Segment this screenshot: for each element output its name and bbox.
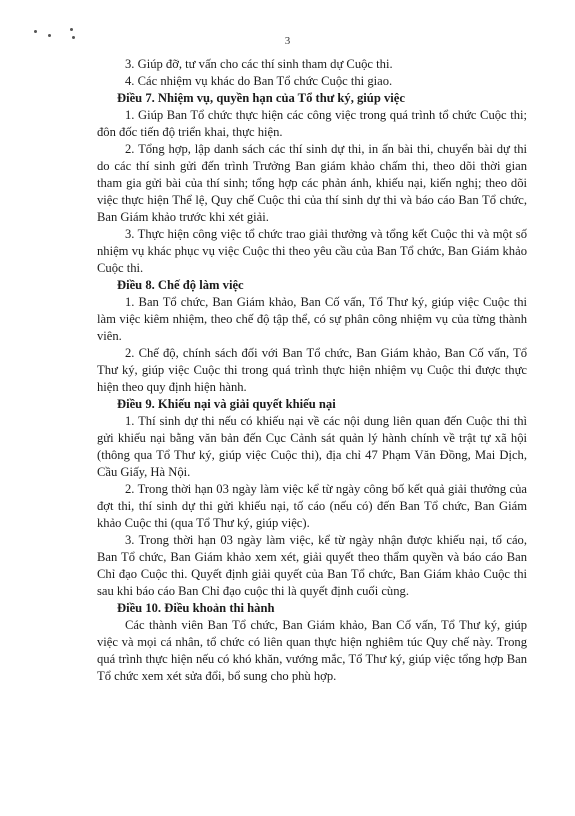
article-heading: Điều 9. Khiếu nại và giải quyết khiếu nại (117, 397, 336, 411)
paragraph: 3. Thực hiện công việc tổ chức trao giải thưởng và tổng kết Cuộc thi và một số nhiệm vụ khác phục vụ việc Cuộc thi theo yêu cầu của Ban Tổ chức, Ban Giám khảo Cuộc thi. (97, 227, 527, 275)
paragraph: 2. Tổng hợp, lập danh sách các thí sinh dự thi, in ấn bài thi, chuyển bài dự thi do các thí sinh gửi đến trình Trưởng Ban giám khảo chấm thi, theo dõi thời gian tham gia gửi bài của thí sinh; tổng hợp các phản ánh, khiếu nại, kiến nghị; theo dõi việc thực hiện Thể lệ, Quy chế Cuộc thi của thí sinh dự thi và báo cáo Ban Tổ chức, Ban Giám khảo trước khi xét giải. (97, 142, 527, 224)
page-number: 3 (284, 35, 291, 47)
paragraph: 4. Các nhiệm vụ khác do Ban Tổ chức Cuộc thi giao. (125, 74, 393, 88)
article-heading: Điều 7. Nhiệm vụ, quyền hạn của Tổ thư ký, giúp việc (117, 91, 405, 105)
paragraph: 2. Chế độ, chính sách đối với Ban Tổ chức, Ban Giám khảo, Ban Cố vấn, Tổ Thư ký, giúp việc Cuộc thi trong quá trình thực hiện nhiệm vụ Cuộc thi được thực hiện theo quy định hiện hành. (97, 346, 527, 394)
article-heading: Điều 10. Điều khoản thi hành (117, 601, 275, 615)
paragraph: 1. Ban Tổ chức, Ban Giám khảo, Ban Cố vấn, Tổ Thư ký, giúp việc Cuộc thi làm việc kiêm nhiệm, theo chế độ tập thể, có sự phân công nhiệm vụ của từng thành viên. (97, 295, 527, 343)
paragraph: 1. Thí sinh dự thi nếu có khiếu nại về các nội dung liên quan đến Cuộc thi thì gửi khiếu nại bằng văn bản đến Cục Cảnh sát quản lý hành chính về trật tự xã hội (thông qua Tổ Thư ký, giúp việc Cuộc thi), địa chỉ 47 Phạm Văn Đồng, Mai Dịch, Cầu Giấy, Hà Nội. (97, 414, 527, 479)
paragraph: 3. Giúp đỡ, tư vấn cho các thí sinh tham dự Cuộc thi. (125, 57, 393, 71)
paragraph: 1. Giúp Ban Tổ chức thực hiện các công việc trong quá trình tổ chức Cuộc thi; đôn đốc tiến độ triển khai, thực hiện. (97, 108, 527, 139)
paragraph: 3. Trong thời hạn 03 ngày làm việc, kể từ ngày nhận được khiếu nại, tố cáo, Ban Tổ chức, Ban Giám khảo xem xét, giải quyết theo thẩm quyền và báo cáo Ban Chỉ đạo Cuộc thi. Quyết định giải quyết của Ban Tổ chức, Ban Giám khảo Cuộc thi sau khi báo cáo Ban Chỉ đạo cuộc thi là quyết định cuối cùng. (97, 533, 527, 598)
article-heading: Điều 8. Chế độ làm việc (117, 278, 244, 292)
document-body (97, 56, 527, 685)
paragraph: 2. Trong thời hạn 03 ngày làm việc kể từ ngày công bố kết quả giải thưởng của đợt thi, thí sinh dự thi gửi khiếu nại, tố cáo (nếu có) đến Ban Tổ chức, Ban Giám khảo Cuộc thi (qua Tổ Thư ký, giúp việc). (97, 482, 527, 530)
paragraph: Các thành viên Ban Tổ chức, Ban Giám khảo, Ban Cố vấn, Tổ Thư ký, giúp việc và mọi cá nhân, tổ chức có liên quan thực hiện nghiêm túc Quy chế này. Trong quá trình thực hiện nếu có khó khăn, vướng mắc, Tổ Thư ký, giúp việc tổng hợp Ban Tổ chức xem xét sửa đổi, bổ sung cho phù hợp. (97, 618, 527, 683)
